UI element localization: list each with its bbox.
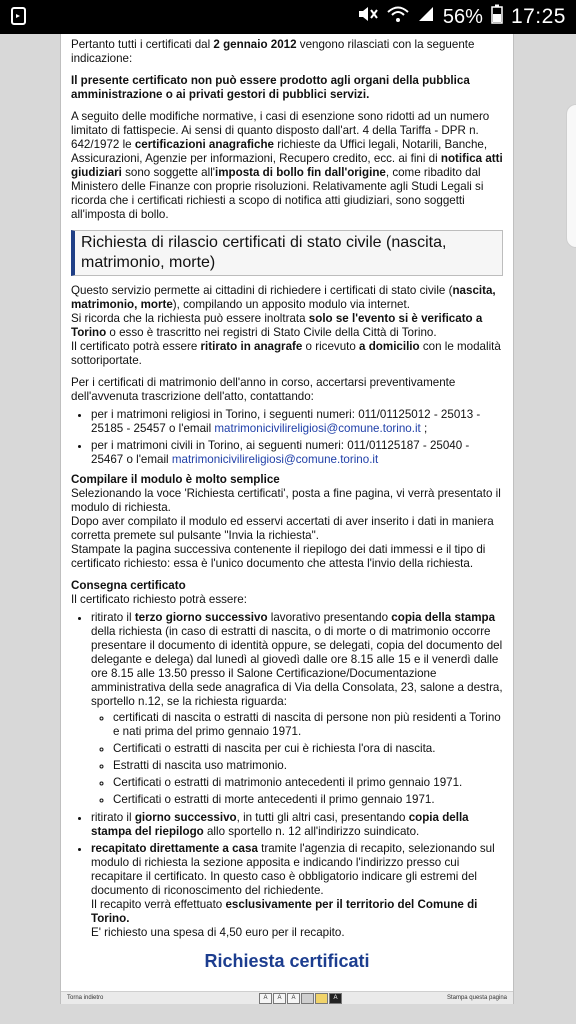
contrast-button[interactable] [301,993,314,1004]
intro-text-2: vengono rilasciati con la seguente indicazione: [71,38,475,65]
bold-text: giorno successivo [134,811,237,824]
contrast-button[interactable] [315,993,328,1004]
text: ; [420,422,428,435]
battery-icon [491,4,503,30]
compile-section [71,473,503,571]
mute-icon [357,5,379,29]
email-link[interactable]: matrimonicivilireligiosi@comune.torino.it [214,422,421,435]
page-footer [61,991,513,1004]
status-bar [0,0,576,34]
list-item: ◦ Certificati o estratti di morte antecedenti il primo gennaio 1971. [113,793,503,807]
bollo-paragraph [71,110,503,222]
text: lavorativo presentando [267,611,392,624]
text: per i matrimoni religiosi in Torino, i seguenti numeri: 011/01125012 - 25013 - 25185 - 25457 o l'email [91,408,481,435]
bold-text: copia della stampa [391,611,496,624]
text: Il recapito verrà effettuato [91,898,226,911]
contact-list [71,408,503,467]
list-item: ◦ Certificati o estratti di nascita per cui è richiesta l'ora di nascita. [113,742,503,756]
text: con le modalità sottoriportate. [71,340,501,367]
list-item [91,811,503,839]
text: Stampate la pagina successiva contenente il riepilogo dei dati immessi e il tipo di certificato richiesto: essa è l'unico documento che attesta l'invio della richiesta. [71,543,486,570]
text: richieste da Uffici legali, Notarili, Banche, Assicurazioni, Agenzie per informazioni, Recupero credito, ecc. ai fini di [71,138,488,165]
text-size-controls [259,993,342,1003]
text: Il certificato potrà essere [71,340,201,353]
list-item [91,611,503,807]
text: ritirato il [91,611,135,624]
bold-text: certificazioni anagrafiche [134,138,274,151]
text: ritirato il [91,811,135,824]
list-item [91,842,503,940]
delivery-title: Consegna certificato [71,579,186,592]
text: , come ribadito dal Ministero delle Finanze con proprie risoluzioni. Relativamente agli Studi Legali si ricorda che i certificati richiesti a scopo di notifica atti giudiziari, sono soggetti all'imposta di bollo. [71,166,484,221]
text: Si ricorda che la richiesta può essere inoltrata [71,312,309,325]
text: sono soggette all' [121,166,215,179]
bold-text: recapitato direttamente a casa [91,842,258,855]
email-link[interactable]: matrimonicivilireligiosi@comune.torino.it [171,453,379,466]
bold-text: terzo giorno successivo [134,611,268,624]
bold-text: solo se l'evento si è verificato a Torino [71,312,483,339]
marriage-paragraph: Per i certificati di matrimonio dell'anno in corso, accertarsi preventivamente dell'avvenuta trascrizione dell'atto, contattando: [71,376,456,403]
list-item: ◦ certificati di nascita o estratti di nascita di persone non più residenti a Torino e nati prima del primo gennaio 1971. [113,711,503,739]
text: Selezionando la voce 'Richiesta certificati', posta a fine pagina, vi verrà presentato il modulo di richiesta. [71,487,501,514]
compile-title: Compilare il modulo è molto semplice [71,473,280,486]
list-item: ◦ Certificati o estratti di matrimonio antecedenti il primo gennaio 1971. [113,776,503,790]
text: ), compilando un apposito modulo via internet. [172,298,410,311]
signal-icon [417,5,435,29]
font-size-button[interactable]: A [287,993,300,1004]
delivery-section [71,579,503,607]
battery-percentage: 56% [442,5,483,28]
text: Il certificato richiesto potrà essere: [71,593,247,606]
font-size-button[interactable]: A [259,993,272,1004]
text: Questo servizio permette ai cittadini di richiedere i certificati di stato civile ( [71,284,453,297]
edge-panel-handle[interactable] [566,104,576,248]
delivery-list [71,611,503,940]
list-item [91,408,503,436]
back-link[interactable]: Torna indietro [67,995,104,1001]
text: della richiesta (in caso di estratti di nascita, o di morte o di matrimonio occorre presentare il documento di identità oppure, se delegati, copia del documento del delegante e delega) dal lunedì al giovedì dalle ore 8.15 alle 15 e il venerdì dalle ore 8.15 alle 13.50 presso il Salone Certificazione/Documentazione amministrativa della sede anagrafica di Via della Consolata, 23, salone a destra, sportello n.12, se la richiesta riguarda: [91,625,503,708]
app-notification-icon [10,6,28,26]
richiesta-certificati-link[interactable]: Richiesta certificati [204,951,370,971]
bold-text: ritirato in anagrafe [200,340,303,353]
text: E' richiesto una spesa di 4,50 euro per il recapito. [91,926,345,939]
main-content [71,38,503,972]
text: allo sportello n. 12 all'indirizzo suindicato. [203,825,420,838]
text: o esso è trascritto nei registri di Stato Civile della Città di Torino. [106,326,437,339]
text: A seguito delle modifiche normative, i casi di esenzione sono ridotti ad un numero limitato di fattispecie. Ai sensi di quanto disposto dall'art. 4 della Tariffa - DPR n. 642/1972 le [71,110,490,151]
section-title: Richiesta di rilascio certificati di stato civile (nascita, matrimonio, morte) [71,230,503,276]
intro-date: 2 gennaio 2012 [213,38,297,51]
text: per i matrimoni civili in Torino, ai seguenti numeri: 011/01125187 - 25040 - 25467 o l'email [91,439,470,466]
print-link[interactable]: Stampa questa pagina [446,995,507,1001]
page-container [60,34,514,1004]
text: tramite l'agenzia di recapito, selezionando sul modulo di richiesta la sezione apposita e indicando l'indirizzo presso cui recapitare il certificato. In questo caso è obbligatorio indicare gli estremi del documento di riconoscimento del richiedente. [91,842,495,897]
text: , in tutti gli altri casi, presentando [236,811,409,824]
bold-text: notifica atti giudiziari [71,152,503,179]
list-item [91,439,503,467]
bold-text: esclusivamente per il territorio del Comune di Torino. [91,898,478,925]
bold-text: nascita, matrimonio, morte [71,284,496,311]
wifi-icon [387,5,409,29]
service-paragraph [71,284,503,368]
warning-text: Il presente certificato non può essere prodotto agli organi della pubblica amministrazione o ai privati gestori di pubblici servizi. [71,74,470,101]
list-item: ◦ Estratti di nascita uso matrimonio. [113,759,503,773]
bold-text: imposta di bollo fin dall'origine [215,166,386,179]
intro-paragraph [71,38,503,66]
clock: 17:25 [510,5,566,28]
text: o ricevuto [302,340,360,353]
bold-text: copia della stampa del riepilogo [91,811,469,838]
intro-text-1: Pertanto tutti i certificati dal [71,38,214,51]
contrast-button[interactable]: A [329,993,342,1004]
sub-list [91,711,503,807]
bold-text: a domicilio [359,340,420,353]
font-size-button[interactable]: A [273,993,286,1004]
text: Dopo aver compilato il modulo ed esservi accertati di aver inserito i dati in maniera corretta premete sul pulsante "Invia la richiesta". [71,515,494,542]
